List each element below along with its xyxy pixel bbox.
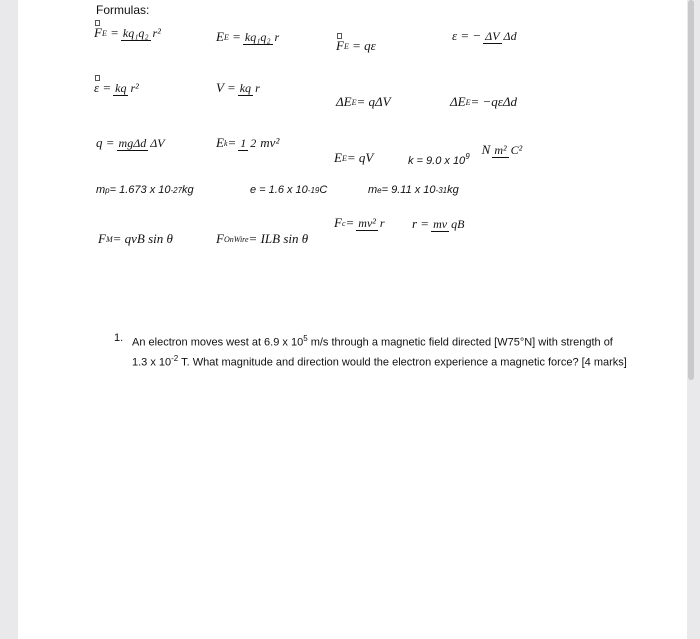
magnetic-force-wire-formula: F OnWire = ILB sin θ: [216, 231, 309, 246]
delta-energy-field-formula: ΔE E = −qεΔd: [450, 94, 518, 109]
electron-mass-constant: m e = 9.11 x 10 -31 kg: [368, 184, 459, 196]
energy-qv-formula: E E = qV: [334, 150, 374, 165]
elementary-charge-constant: e = 1.6 x 10 -19 C: [250, 184, 328, 196]
magnetic-force-charge-formula: F M = qvB sin θ: [98, 231, 173, 246]
force-field-formula: F E = qε: [336, 38, 376, 53]
question-1: [114, 331, 654, 370]
formulas-heading: Formulas:: [96, 3, 150, 17]
coulomb-force-formula: F E = kq₁q₂ r²: [94, 25, 161, 40]
charge-formula: q = mgΔd ΔV: [96, 135, 165, 150]
delta-energy-charge-formula: ΔE E = qΔV: [336, 94, 391, 109]
question-text: An electron moves west at 6.9 x $10^5$ m/s through a magnetic field directed [W75°N] with strength of 1.3 x $10^{-2}$ T. What magnitude and direction would the electron experience a magnetic force? [4 marks]: [132, 334, 627, 369]
vertical-scrollbar[interactable]: [688, 0, 694, 380]
question-number: 1.: [114, 332, 124, 344]
centripetal-force-formula: F c = mv² r: [334, 215, 385, 230]
proton-mass-constant: m p = 1.673 x 10 -27 kg: [96, 184, 194, 196]
potential-formula: V = kq r: [216, 80, 260, 95]
radius-formula: r = mv qB: [412, 216, 465, 231]
document-page: [18, 0, 687, 639]
kinetic-energy-formula: E k = 1 2 mv²: [216, 135, 280, 150]
coulomb-constant: k = 9.0 x $10^9$ N m² C²: [408, 142, 523, 167]
electric-potential-energy-formula: E E = kq₁q₂ r: [216, 29, 280, 44]
point-field-formula: ε = kq r²: [94, 80, 139, 95]
field-gradient-formula: ε = − ΔV Δd: [452, 28, 517, 43]
